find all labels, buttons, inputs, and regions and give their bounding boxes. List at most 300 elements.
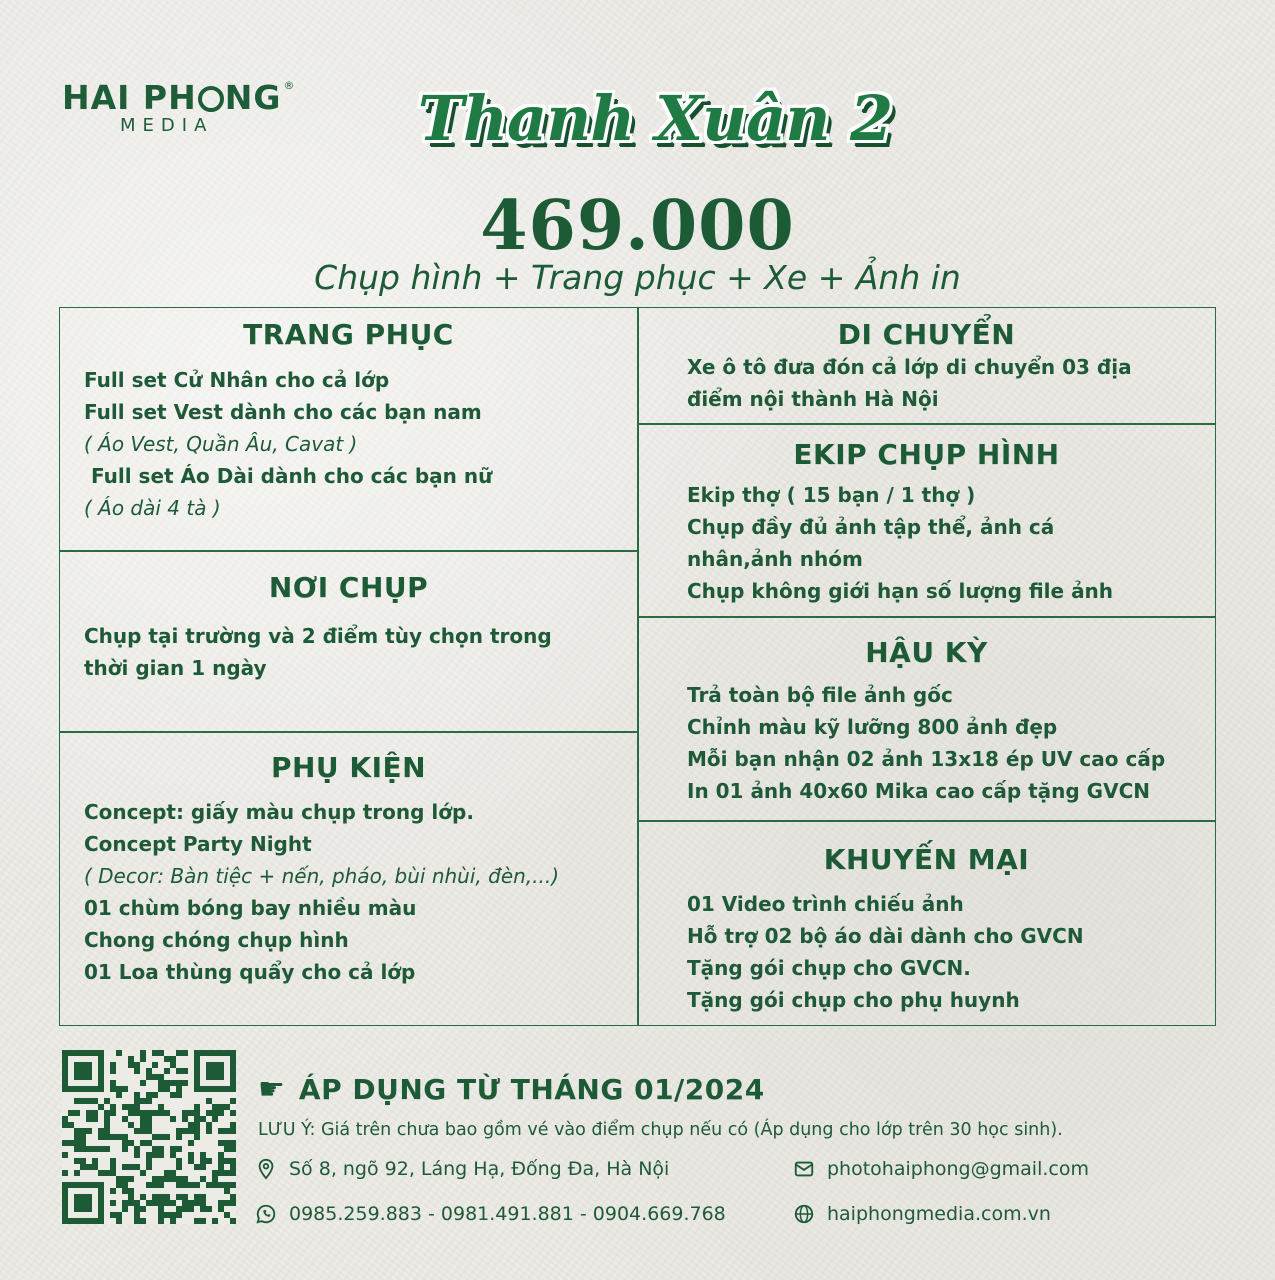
- qr-module: [152, 1092, 158, 1098]
- qr-module: [92, 1146, 98, 1152]
- list-item: Chụp tại trường và 2 điểm tùy chọn trong: [84, 624, 552, 648]
- phone-text[interactable]: 0985.259.883 - 0981.491.881 - 0904.669.768: [289, 1203, 726, 1225]
- qr-module: [188, 1128, 194, 1134]
- qr-module: [176, 1092, 182, 1098]
- qr-module: [116, 1218, 122, 1224]
- qr-module: [212, 1176, 218, 1182]
- qr-module: [194, 1110, 200, 1116]
- qr-module: [230, 1218, 236, 1224]
- qr-module: [140, 1128, 146, 1134]
- list-item: Xe ô tô đưa đón cả lớp di chuyển 03 địa: [687, 355, 1132, 379]
- qr-module: [74, 1128, 80, 1134]
- qr-module: [74, 1098, 80, 1104]
- qr-module: [122, 1182, 128, 1188]
- qr-module: [218, 1128, 224, 1134]
- qr-module: [158, 1080, 164, 1086]
- qr-module: [80, 1134, 86, 1140]
- qr-module: [116, 1134, 122, 1140]
- qr-module: [146, 1074, 152, 1080]
- qr-module: [212, 1182, 218, 1188]
- qr-module: [110, 1212, 116, 1218]
- item-list: [637, 888, 1216, 1016]
- section-title: NƠI CHỤP: [268, 571, 429, 604]
- qr-finder: [74, 1062, 92, 1080]
- qr-module: [122, 1086, 128, 1092]
- qr-module: [128, 1110, 134, 1116]
- list-item: Tặng gói chụp cho GVCN.: [687, 956, 971, 980]
- qr-module: [230, 1158, 236, 1164]
- qr-finder: [74, 1194, 92, 1212]
- list-item: 01 Loa thùng quẩy cho cả lớp: [84, 960, 416, 984]
- qr-module: [176, 1146, 182, 1152]
- qr-module: [152, 1146, 158, 1152]
- section-title: DI CHUYỂN: [837, 318, 1016, 351]
- qr-module: [158, 1182, 164, 1188]
- qr-module: [122, 1200, 128, 1206]
- qr-module: [80, 1098, 86, 1104]
- qr-module: [122, 1164, 128, 1170]
- item-list: [637, 679, 1216, 807]
- qr-module: [116, 1050, 122, 1056]
- list-item: Full set Cử Nhân cho cả lớp: [84, 368, 390, 392]
- qr-module: [122, 1176, 128, 1182]
- qr-module: [140, 1098, 146, 1104]
- list-item: 01 Video trình chiếu ảnh: [687, 892, 964, 916]
- brand-name-left: HAI PH: [62, 78, 197, 117]
- qr-module: [134, 1218, 140, 1224]
- qr-module: [128, 1194, 134, 1200]
- qr-module: [74, 1146, 80, 1152]
- qr-module: [194, 1116, 200, 1122]
- qr-module: [230, 1140, 236, 1146]
- qr-module: [158, 1200, 164, 1206]
- package-price: 469.000: [480, 186, 795, 266]
- qr-module: [182, 1176, 188, 1182]
- qr-module: [182, 1206, 188, 1212]
- qr-module: [92, 1110, 98, 1116]
- qr-module: [176, 1050, 182, 1056]
- qr-module: [74, 1110, 80, 1116]
- qr-module: [74, 1134, 80, 1140]
- qr-module: [80, 1140, 86, 1146]
- qr-module: [152, 1176, 158, 1182]
- qr-module: [98, 1146, 104, 1152]
- qr-module: [206, 1128, 212, 1134]
- list-item: ( Áo Vest, Quần Âu, Cavat ): [84, 432, 358, 456]
- website-row: [793, 1203, 1051, 1225]
- qr-module: [140, 1206, 146, 1212]
- list-item: Chong chóng chụp hình: [84, 928, 349, 952]
- qr-module: [128, 1140, 134, 1146]
- qr-module: [194, 1134, 200, 1140]
- qr-module: [188, 1206, 194, 1212]
- qr-module: [110, 1158, 116, 1164]
- qr-module: [230, 1182, 236, 1188]
- qr-module: [140, 1050, 146, 1056]
- qr-module: [74, 1158, 80, 1164]
- qr-module: [122, 1206, 128, 1212]
- qr-module: [182, 1200, 188, 1206]
- email-text[interactable]: photohaiphong@gmail.com: [827, 1158, 1089, 1180]
- qr-module: [188, 1200, 194, 1206]
- qr-module: [200, 1206, 206, 1212]
- camera-lens-icon: [198, 86, 224, 112]
- qr-module: [182, 1068, 188, 1074]
- qr-module: [182, 1128, 188, 1134]
- qr-module: [92, 1164, 98, 1170]
- divider: [59, 731, 638, 733]
- qr-module: [152, 1050, 158, 1056]
- qr-module: [104, 1116, 110, 1122]
- item-list: [59, 796, 638, 988]
- qr-module: [104, 1134, 110, 1140]
- qr-module: [176, 1158, 182, 1164]
- section-title: HẬU KỲ: [865, 636, 988, 669]
- qr-module: [134, 1146, 140, 1152]
- qr-module: [134, 1092, 140, 1098]
- qr-module: [200, 1158, 206, 1164]
- qr-module: [176, 1176, 182, 1182]
- qr-module: [218, 1182, 224, 1188]
- qr-module: [218, 1164, 224, 1170]
- qr-module: [194, 1104, 200, 1110]
- qr-module: [62, 1122, 68, 1128]
- globe-icon: [793, 1203, 815, 1225]
- section-hau-ky: [637, 636, 1216, 807]
- qr-module: [146, 1122, 152, 1128]
- phone-row: [255, 1203, 726, 1225]
- qr-module: [164, 1134, 170, 1140]
- qr-module: [68, 1122, 74, 1128]
- section-noi-chup: [59, 571, 638, 684]
- qr-module: [230, 1128, 236, 1134]
- qr-module: [176, 1212, 182, 1218]
- qr-module: [68, 1140, 74, 1146]
- list-item: Trả toàn bộ file ảnh gốc: [687, 683, 953, 707]
- qr-module: [164, 1068, 170, 1074]
- qr-module: [176, 1182, 182, 1188]
- list-item: nhân,ảnh nhóm: [687, 547, 863, 571]
- qr-module: [224, 1212, 230, 1218]
- qr-module: [62, 1140, 68, 1146]
- qr-module: [200, 1194, 206, 1200]
- list-item: ( Áo dài 4 tà ): [84, 496, 221, 520]
- qr-module: [140, 1140, 146, 1146]
- email-icon: [793, 1158, 815, 1180]
- qr-module: [164, 1194, 170, 1200]
- item-list: [59, 364, 638, 524]
- apply-date: ÁP DỤNG TỪ THÁNG 01/2024: [298, 1073, 765, 1106]
- qr-module: [206, 1110, 212, 1116]
- qr-module: [218, 1170, 224, 1176]
- qr-module: [128, 1122, 134, 1128]
- divider: [637, 616, 1216, 618]
- qr-module: [200, 1218, 206, 1224]
- list-item: Chụp không giới hạn số lượng file ảnh: [687, 579, 1114, 603]
- qr-module: [212, 1110, 218, 1116]
- qr-module: [86, 1110, 92, 1116]
- qr-module: [170, 1212, 176, 1218]
- brand-name: [62, 78, 332, 117]
- qr-module: [230, 1146, 236, 1152]
- divider: [637, 820, 1216, 822]
- qr-module: [230, 1110, 236, 1116]
- qr-module: [80, 1146, 86, 1152]
- qr-module: [218, 1206, 224, 1212]
- section-khuyen-mai: [637, 843, 1216, 1016]
- email-row: [793, 1158, 1089, 1180]
- qr-module: [182, 1194, 188, 1200]
- qr-module: [158, 1086, 164, 1092]
- qr-module: [146, 1128, 152, 1134]
- qr-module: [230, 1164, 236, 1170]
- item-list: [637, 479, 1216, 607]
- qr-module: [152, 1074, 158, 1080]
- qr-code[interactable]: [62, 1050, 236, 1224]
- section-trang-phuc: [59, 318, 638, 524]
- qr-module: [140, 1116, 146, 1122]
- qr-module: [140, 1122, 146, 1128]
- qr-module: [188, 1152, 194, 1158]
- qr-module: [230, 1194, 236, 1200]
- list-item: thời gian 1 ngày: [84, 656, 267, 680]
- qr-module: [152, 1152, 158, 1158]
- qr-module: [104, 1170, 110, 1176]
- qr-module: [224, 1170, 230, 1176]
- qr-module: [134, 1068, 140, 1074]
- qr-module: [188, 1182, 194, 1188]
- qr-module: [134, 1200, 140, 1206]
- list-item: Full set Vest dành cho các bạn nam: [84, 400, 482, 424]
- qr-module: [110, 1188, 116, 1194]
- qr-module: [170, 1116, 176, 1122]
- qr-module: [134, 1110, 140, 1116]
- qr-module: [104, 1110, 110, 1116]
- item-list: [59, 620, 638, 684]
- ekip-line: Ekip thợ ( 15 bạn / 1 thợ ): [687, 483, 976, 507]
- qr-module: [158, 1194, 164, 1200]
- qr-module: [110, 1062, 116, 1068]
- qr-module: [200, 1164, 206, 1170]
- qr-module: [146, 1116, 152, 1122]
- qr-module: [146, 1092, 152, 1098]
- qr-module: [176, 1206, 182, 1212]
- qr-module: [218, 1158, 224, 1164]
- qr-module: [200, 1200, 206, 1206]
- qr-module: [62, 1170, 68, 1176]
- address-text: Số 8, ngõ 92, Láng Hạ, Đống Đa, Hà Nội: [289, 1158, 670, 1180]
- qr-module: [206, 1098, 212, 1104]
- item-list: [637, 351, 1216, 415]
- qr-module: [176, 1128, 182, 1134]
- qr-module: [164, 1056, 170, 1062]
- section-ekip: [637, 438, 1216, 607]
- list-item: Hỗ trợ 02 bộ áo dài dành cho GVCN: [687, 924, 1084, 948]
- qr-module: [128, 1176, 134, 1182]
- qr-module: [134, 1062, 140, 1068]
- qr-module: [134, 1212, 140, 1218]
- qr-module: [170, 1056, 176, 1062]
- qr-module: [128, 1056, 134, 1062]
- qr-module: [164, 1086, 170, 1092]
- qr-module: [134, 1152, 140, 1158]
- package-title: Thanh Xuân 2: [417, 82, 893, 155]
- qr-module: [212, 1116, 218, 1122]
- list-item: Chỉnh màu kỹ lưỡng 800 ảnh đẹp: [687, 715, 1058, 739]
- qr-module: [194, 1200, 200, 1206]
- qr-module: [98, 1170, 104, 1176]
- list-item: Tặng gói chụp cho phụ huynh: [687, 988, 1020, 1012]
- qr-module: [224, 1128, 230, 1134]
- qr-module: [86, 1164, 92, 1170]
- qr-module: [140, 1194, 146, 1200]
- qr-module: [200, 1152, 206, 1158]
- qr-module: [206, 1206, 212, 1212]
- qr-module: [152, 1182, 158, 1188]
- qr-module: [110, 1164, 116, 1170]
- qr-module: [146, 1098, 152, 1104]
- qr-module: [218, 1110, 224, 1116]
- qr-module: [170, 1062, 176, 1068]
- qr-module: [110, 1086, 116, 1092]
- qr-module: [74, 1170, 80, 1176]
- qr-module: [92, 1158, 98, 1164]
- qr-module: [164, 1176, 170, 1182]
- qr-module: [128, 1200, 134, 1206]
- qr-module: [104, 1128, 110, 1134]
- address-row: [255, 1158, 669, 1180]
- qr-module: [134, 1104, 140, 1110]
- qr-module: [140, 1218, 146, 1224]
- qr-module: [170, 1080, 176, 1086]
- qr-module: [134, 1206, 140, 1212]
- qr-module: [218, 1200, 224, 1206]
- qr-module: [176, 1164, 182, 1170]
- package-subtitle: Chụp hình + Trang phục + Xe + Ảnh in: [314, 258, 961, 297]
- qr-module: [98, 1104, 104, 1110]
- qr-module: [104, 1098, 110, 1104]
- qr-module: [122, 1116, 128, 1122]
- price-note: LƯU Ý: Giá trên chưa bao gồm vé vào điểm chụp nếu có (Áp dụng cho lớp trên 30 học sinh).: [258, 1120, 1063, 1140]
- qr-module: [62, 1152, 68, 1158]
- section-di-chuyen: [637, 318, 1216, 415]
- qr-module: [152, 1134, 158, 1140]
- list-item: Full set Áo Dài dành cho các bạn nữ: [84, 464, 493, 488]
- qr-module: [176, 1080, 182, 1086]
- qr-module: [224, 1140, 230, 1146]
- pointing-hand-icon: ☛: [258, 1072, 285, 1107]
- qr-module: [176, 1194, 182, 1200]
- apply-banner: [258, 1072, 765, 1107]
- qr-module: [146, 1158, 152, 1164]
- qr-module: [212, 1170, 218, 1176]
- qr-module: [206, 1182, 212, 1188]
- qr-module: [164, 1170, 170, 1176]
- qr-module: [146, 1152, 152, 1158]
- qr-module: [140, 1080, 146, 1086]
- qr-module: [158, 1050, 164, 1056]
- divider: [59, 550, 638, 552]
- qr-module: [158, 1134, 164, 1140]
- qr-module: [62, 1116, 68, 1122]
- list-item: 01 chùm bóng bay nhiều màu: [84, 896, 417, 920]
- qr-module: [188, 1110, 194, 1116]
- qr-module: [224, 1104, 230, 1110]
- qr-module: [212, 1218, 218, 1224]
- qr-module: [176, 1134, 182, 1140]
- qr-module: [140, 1110, 146, 1116]
- qr-module: [122, 1134, 128, 1140]
- qr-module: [110, 1080, 116, 1086]
- qr-module: [86, 1116, 92, 1122]
- brand-subtitle: MEDIA: [120, 115, 214, 136]
- qr-module: [200, 1116, 206, 1122]
- qr-module: [86, 1128, 92, 1134]
- qr-module: [128, 1062, 134, 1068]
- qr-module: [152, 1062, 158, 1068]
- qr-module: [92, 1116, 98, 1122]
- qr-module: [158, 1104, 164, 1110]
- qr-module: [110, 1170, 116, 1176]
- qr-module: [80, 1158, 86, 1164]
- qr-module: [158, 1206, 164, 1212]
- brand-logo: [62, 78, 332, 136]
- qr-module: [128, 1164, 134, 1170]
- qr-module: [116, 1212, 122, 1218]
- qr-module: [98, 1128, 104, 1134]
- qr-module: [68, 1110, 74, 1116]
- qr-module: [146, 1182, 152, 1188]
- qr-module: [194, 1194, 200, 1200]
- qr-module: [218, 1140, 224, 1146]
- qr-module: [134, 1098, 140, 1104]
- section-phu-kien: [59, 751, 638, 988]
- qr-module: [230, 1098, 236, 1104]
- qr-module: [182, 1182, 188, 1188]
- website-text[interactable]: haiphongmedia.com.vn: [827, 1203, 1051, 1225]
- qr-module: [158, 1212, 164, 1218]
- qr-module: [122, 1188, 128, 1194]
- qr-module: [116, 1086, 122, 1092]
- qr-module: [188, 1140, 194, 1146]
- qr-module: [224, 1146, 230, 1152]
- qr-module: [80, 1164, 86, 1170]
- qr-module: [104, 1146, 110, 1152]
- qr-module: [218, 1152, 224, 1158]
- qr-module: [182, 1110, 188, 1116]
- qr-module: [152, 1194, 158, 1200]
- qr-module: [206, 1158, 212, 1164]
- section-title: KHUYẾN MẠI: [823, 843, 1030, 876]
- section-title: EKIP CHỤP HÌNH: [793, 438, 1060, 471]
- qr-module: [86, 1146, 92, 1152]
- qr-module: [146, 1164, 152, 1170]
- qr-module: [212, 1104, 218, 1110]
- qr-module: [116, 1176, 122, 1182]
- qr-finder: [206, 1062, 224, 1080]
- qr-module: [182, 1080, 188, 1086]
- section-title: PHỤ KIỆN: [270, 751, 427, 784]
- qr-module: [194, 1164, 200, 1170]
- qr-module: [164, 1212, 170, 1218]
- list-item: [687, 479, 1216, 511]
- qr-module: [158, 1176, 164, 1182]
- qr-module: [134, 1164, 140, 1170]
- qr-module: [128, 1104, 134, 1110]
- qr-module: [152, 1110, 158, 1116]
- qr-module: [224, 1182, 230, 1188]
- qr-module: [170, 1170, 176, 1176]
